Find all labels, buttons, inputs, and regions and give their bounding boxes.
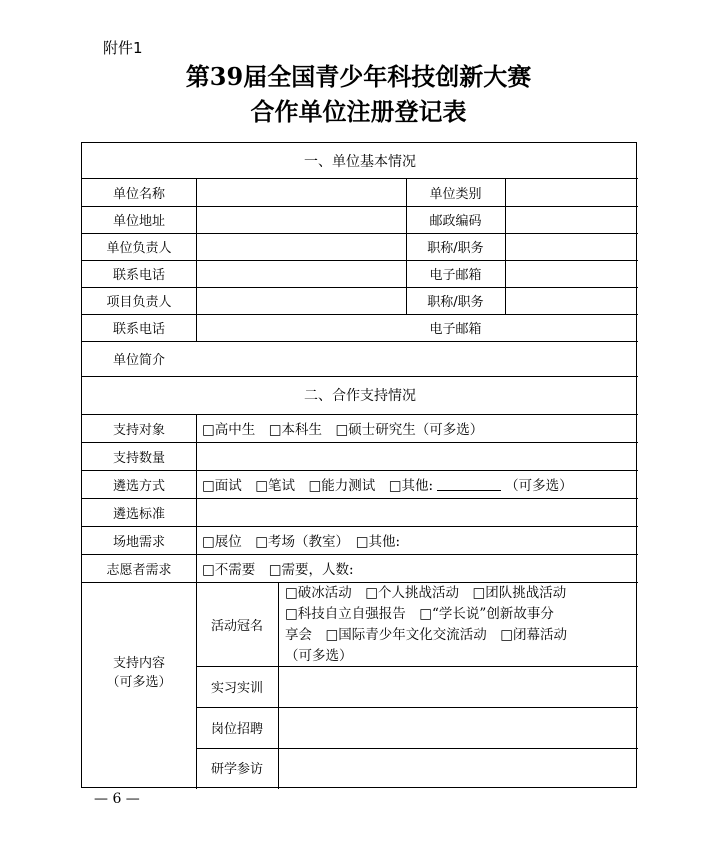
label-email: 电子邮箱 [429, 322, 482, 337]
label-contact-phone: 联系电话 [112, 322, 165, 337]
section-title-basic-info: 一、单位基本情况 [304, 153, 416, 170]
label-internship: 实习实训 [210, 681, 263, 696]
label-title-position: 职称/职务 [427, 241, 484, 256]
label-job-recruitment: 岗位招聘 [210, 722, 263, 737]
page-number: — 6 — [94, 791, 140, 807]
label-unit-head: 单位负责人 [106, 241, 172, 256]
support-content-title: 支持内容 [112, 656, 165, 671]
naming-option-line: （可多选） [285, 648, 353, 664]
naming-option-line: 享会 □国际青少年文化交流活动 □闭幕活动 [285, 627, 568, 643]
label-email: 电子邮箱 [429, 268, 482, 283]
column-divider [505, 178, 506, 314]
label-venue-needs: 场地需求 [112, 534, 165, 550]
label-contact-phone: 联系电话 [112, 268, 165, 283]
column-divider [278, 582, 279, 789]
attachment-label: 附件1 [103, 39, 143, 57]
label-project-head: 项目负责人 [106, 295, 172, 310]
support-target-options: □高中生 □本科生 □硕士研究生（可多选） [202, 422, 484, 438]
label-unit-category: 单位类别 [429, 186, 482, 202]
label-unit-name: 单位名称 [112, 186, 165, 202]
label-support-quantity: 支持数量 [112, 450, 165, 466]
selection-method-choices: □面试 □笔试 □能力测试 □其他: [202, 478, 434, 494]
form-title-line-2: 合作单位注册登记表 [250, 97, 467, 126]
volunteer-needs-options: □不需要 □需要，人数: [202, 562, 354, 578]
venue-needs-options: □展位 □考场（教室） □其他: [202, 534, 401, 550]
support-content-note: （可多选） [106, 675, 172, 690]
other-blank-line [437, 478, 501, 491]
label-support-target: 支持对象 [112, 422, 165, 438]
naming-option-line: □科技自立自强报告 □“学长说”创新故事分 [285, 606, 554, 622]
label-unit-address: 单位地址 [112, 214, 165, 229]
form-title-line-1: 第39届全国青少年科技创新大赛 [185, 62, 532, 91]
column-divider [196, 178, 197, 341]
label-study-visit: 研学参访 [210, 762, 263, 777]
label-volunteer-needs: 志愿者需求 [106, 562, 172, 578]
selection-method-note: （可多选） [505, 478, 573, 494]
label-title-position: 职称/职务 [427, 295, 484, 310]
label-support-content [82, 653, 196, 693]
label-selection-criteria: 遴选标准 [112, 506, 165, 522]
selection-method-options [202, 470, 573, 498]
section-title-support-info: 二、合作支持情况 [304, 388, 416, 404]
label-activity-naming: 活动冠名 [210, 618, 263, 634]
naming-option-line: □破冰活动 □个人挑战活动 □团队挑战活动 [285, 585, 567, 601]
label-selection-method: 遴选方式 [112, 478, 165, 494]
registration-form-table [81, 142, 637, 788]
activity-naming-options [285, 583, 567, 667]
label-unit-intro: 单位简介 [112, 353, 165, 368]
label-postal-code: 邮政编码 [429, 214, 482, 229]
